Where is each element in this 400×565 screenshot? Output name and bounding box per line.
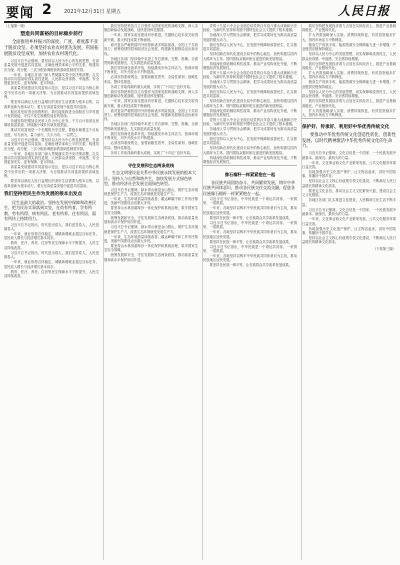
continued-to-note: （下转第三版） <box>372 246 396 251</box>
paragraph: 脱贫攻坚取得全面胜利后，我们接续推进全面脱贫与乡村振兴有效衔接，守住不发生规模性返贫的底线。 <box>4 109 99 119</box>
paragraph: 统筹发展和安全，守住发展和生态两条底线，推动高质量发展和高水平保护协同并进。 <box>104 215 198 225</box>
paragraph: 要坚持各民族一律平等，让各族群众共享改革发展成果。 <box>209 239 293 244</box>
paragraph: 习近平总书记强调，文化自信是一个国家、一个民族发展中最基本、最深沉、最持久的力量。 <box>302 151 396 160</box>
article-lead: 要推动中华优秀传统文化创造性转化、创新性发展，以时代精神激活中华优秀传统文化的生命力。 <box>302 132 396 150</box>
continued-from-note: （上接第一版） <box>4 24 28 28</box>
column-4 <box>301 24 396 560</box>
paragraph: 教育、医疗、养老、住房等民生保障水平不断提升，人民生活持续改善。 <box>4 241 99 250</box>
paragraph: 必须坚持系统观念，加强前瞻性思考、全局性谋划、战略性布局、整体性推进。 <box>104 75 198 84</box>
article-lead: 各民族共同团结奋斗、共同繁荣发展，铸牢中华民族共同体意识，推动各民族交往交流交融，促进各民族像石榴籽一样紧紧抱在一起。 <box>203 179 295 196</box>
paragraph: 面对复杂严峻的国内外形势和诸多风险挑战，全国上下共同努力，统筹疫情防控和经济社会发展，构建新发展格局迈出新步伐。 <box>104 108 198 122</box>
paragraph: 各地加强历史文化遗产保护，让文物活起来，讲好中国故事，传播好中国声音。 <box>302 170 396 179</box>
paragraph: 各地区各部门扎实推进文化建设，人民精神文化生活不断丰富。 <box>302 198 396 207</box>
paragraph: 各地加强历史文化遗产保护，让文物活起来，讲好中国故事，传播好中国声音。 <box>302 226 396 235</box>
paragraph: 各地深入学习贯彻全会精神，把学习成果转化为推动高质量发展的强大动力。 <box>203 33 297 42</box>
paragraph: 粮食生产再获丰收，能源资源安全保障能力进一步增强，产业链供应链保持稳定。 <box>302 80 396 89</box>
paragraph: 持续深化供给侧结构性改革，推动产业结构优化升级，不断增强经济发展韧性。 <box>203 155 297 165</box>
paragraph: 各地深入学习贯彻全会精神，把学习成果转化为推动高质量发展的强大动力。 <box>203 127 297 136</box>
paragraph: 一年来，文化事业和文化产业繁荣发展，公共文化服务体系日益完善。 <box>302 160 396 170</box>
paragraph: 要坚持各民族一律平等，让各族群众共享改革发展成果。 <box>209 263 293 268</box>
newspaper-logo: 人民日报 <box>337 4 390 18</box>
paragraph: 要坚持以满足人民日益增长的美好生活需要为根本目的，以改革创新为根本动力，着力在高质量发展中促进共同富裕。 <box>4 179 99 188</box>
paragraph: 一年来，生态环境质量持续改善，碳达峰碳中和工作有序推进，美丽中国建设迈出重大步伐。 <box>104 234 198 243</box>
paragraph: 习近平总书记强调，要坚持以人民为中心的发展思想，在高质量发展中促进共同富裕，正确处理效率和公平的关系，构建初次分配、再分配、三次分配协调配套的基础性制度安排。 <box>4 58 99 72</box>
paragraph: 要坚持山水林田湖草沙一体化保护和系统治理，筑牢国家生态安全屏障。 <box>104 243 198 253</box>
paragraph: 持续深化供给侧结构性改革，推动产业结构优化升级，不断增强经济发展韧性。 <box>203 108 297 118</box>
paragraph: 我们坚持把发展经济着力点放在实体经济上，推进产业基础高级化、产业链现代化。 <box>302 24 396 33</box>
article-section <box>104 156 198 262</box>
article-lead: 民生是最大的政治。坚持在发展中保障和改善民生，把为民办实事落到实处，在幼有所育、学有所教、劳有所得、病有所医、老有所养、住有所居、弱有所扶上持续用力。 <box>4 199 96 222</box>
paragraph: 各项工作取得新的重大成就，实现了“十四五”良好开局。 <box>110 150 194 155</box>
paragraph: 各项工作取得新的重大成就，实现了“十四五”良好开局。 <box>110 84 194 89</box>
paragraph: 持续深化供给侧结构性改革，推动产业结构优化升级，不断增强经济发展韧性。 <box>203 61 297 71</box>
paragraph: 习近平总书记指出，中华民族是一个命运共同体，一荣俱荣、一损俱损。 <box>203 196 297 206</box>
article-headline: 像石榴籽一样紧紧抱在一起 <box>224 172 276 178</box>
paragraph: 一年来，各地区各部门深入贯彻落实党中央决策部署，扎实推动共同富裕取得实质性进展，人民群众获得感、幸福感、安全感更加充实、更有保障、更可持续。 <box>4 151 99 165</box>
paragraph: 习近平总书记指出，时代是出卷人，我们是答卷人，人民是阅卷人。 <box>4 222 99 231</box>
paragraph: 高质量发展建设共同富裕示范区，是以习近平同志为核心的党中央作出的一项重大决策，为全国推动共同富裕提供省域范例。 <box>4 165 99 179</box>
paragraph: 一年来，就业形势总体稳定，城镇新增就业超过目标任务，居民收入增长与经济增长基本同步。 <box>4 231 99 241</box>
paragraph: 扩大内需战略深入实施，消费持续恢复，有效投资稳步扩大，国内市场活力不断释放。 <box>302 71 396 80</box>
article-section <box>302 118 396 150</box>
paragraph: 习近平总书记强调，绿水青山就是金山银山，保护生态环境就是保护生产力，改善生态环境就是发展生产力。 <box>104 225 198 234</box>
paragraph: 粮食生产再获丰收，能源资源安全保障能力进一步增强，产业链供应链保持稳定。 <box>302 42 396 52</box>
paragraph: 高质量发展建设共同富裕示范区，是以习近平同志为核心的党中央作出的一项重大决策，为全国推动共同富裕提供省域范例。 <box>4 86 99 100</box>
paragraph: 一年来，就业形势总体稳定，城镇新增就业超过目标任务，居民收入增长与经济增长基本同步。 <box>4 260 99 269</box>
paragraph: 要坚定文化自信，推动社会主义文化繁荣兴盛，建设社会主义文化强国。 <box>302 188 396 198</box>
article-headline: 塑造共同富裕的目标稳步前行 <box>20 32 83 38</box>
paragraph: 坚持创新在现代化建设全局中的核心地位，加快构建以国内大循环为主体、国内国际双循环相互促进的新发展格局。 <box>203 99 297 108</box>
paragraph: 扩大内需战略深入实施，消费持续恢复，有效投资稳步扩大，国内市场活力不断释放。 <box>302 33 396 42</box>
paragraph: 面对复杂严峻的国内外形势和诸多风险挑战，全国上下共同努力，统筹疫情防控和经济社会发展，构建新发展格局迈出新步伐。 <box>104 42 198 56</box>
paragraph: 习近平总书记强调，绿水青山就是金山银山，保护生态环境就是保护生产力，改善生态环境就是发展生产力。 <box>104 187 198 196</box>
paragraph: 坚持以社会主义核心价值观引领文化建设，不断满足人民日益增长的精神文化需求。 <box>302 179 396 188</box>
article-headline: 守住发展和生态两条底线 <box>127 162 175 168</box>
paragraph: 我们坚持把科技自立自强作为国家发展的战略支撑，深入实施创新驱动发展战略，加快建设科技强国。 <box>104 89 198 99</box>
column-2 <box>103 24 198 560</box>
paragraph: 各地区各部门坚持稳中求进工作总基调，完整、准确、全面贯彻新发展理念，扎实推进高质量发展。 <box>104 122 198 131</box>
page-number: 2 <box>42 2 52 18</box>
paragraph: 一年来，文化事业和文化产业繁荣发展，公共文化服务体系日益完善。 <box>302 217 396 226</box>
paragraph: 一年来，生态环境质量持续改善，碳达峰碳中和工作有序推进，美丽中国建设迈出重大步伐。 <box>104 196 198 206</box>
paragraph: 习近平总书记强调，文化自信是一个国家、一个民族发展中最基本、最深沉、最持久的力量。 <box>302 207 396 217</box>
paragraph: 推动共同富裕是一个长期的历史过程，要稳步朝着这个目标迈进，尽力而为、量力而行，久久为功、一以贯之。 <box>4 128 99 137</box>
column-3 <box>202 24 297 560</box>
paragraph: 要坚持各民族一律平等，让各族群众共享改革发展成果。 <box>209 215 293 220</box>
paragraph: 统筹发展和安全，守住发展和生态两条底线，推动高质量发展和高水平保护协同并进。 <box>104 253 198 262</box>
paragraph: 一年来，各地区各部门深入贯彻落实党中央决策部署，扎实推动共同富裕取得实质性进展，人民群众获得感、幸福感、安全感更加充实、更有保障、更可持续。 <box>4 72 99 86</box>
paragraph: 一年来，国家实验室建设有序推进，关键核心技术攻关取得新突破，重大科技成果不断涌现。 <box>104 99 198 108</box>
paragraph: 习近平总书记指出，中华民族是一个命运共同体，一荣俱荣、一损俱损。 <box>203 244 297 253</box>
masthead <box>4 2 396 20</box>
article-section <box>203 165 297 196</box>
paragraph: 各地深入学习贯彻全会精神，把学习成果转化为推动高质量发展的强大动力。 <box>203 80 297 89</box>
paragraph: 我们坚持把发展经济着力点放在实体经济上，推进产业基础高级化、产业链现代化。 <box>302 61 396 71</box>
paragraph: 我们坚持以人民为中心，在发展中保障和改善民生，扎实推进共同富裕。 <box>203 136 297 146</box>
paragraph: 必须坚持系统观念，加强前瞻性思考、全局性谋划、战略性布局、整体性推进。 <box>104 141 198 150</box>
column-1 <box>4 24 99 560</box>
paragraph: 我们坚持把科技自立自强作为国家发展的战略支撑，深入实施创新驱动发展战略，加快建设科技强国。 <box>104 24 198 33</box>
page-section-title: 要闻 <box>6 6 35 21</box>
article-headline: 我们坚持把民生作为发展的根本出发点 <box>4 192 83 198</box>
masthead-rule <box>4 21 396 23</box>
paragraph: 我们坚持深化改革开放，持续激发市场主体活力，营商环境不断优化，对外开放水平不断提高。 <box>104 131 198 141</box>
paragraph: 要坚持山水林田湖草沙一体化保护和系统治理，筑牢国家生态安全屏障。 <box>104 206 198 215</box>
paragraph: 习近平总书记指出，时代是出卷人，我们是答卷人，人民是阅卷人。 <box>4 250 99 260</box>
paragraph: 党的十九届六中全会全面总结党的百年奋斗重大成就和历史经验，为新时代坚持和发展中国特色社会主义提供了根本遵循。 <box>203 24 297 33</box>
article-lead: 全面推进乡村振兴的深度、广度、难度都不亚于脱贫攻坚。必须坚持农业农村优先发展，巩固拓展脱贫攻坚成果，加快农业农村现代化。 <box>4 40 99 57</box>
article-headline: 保护好、传承好、利用好中华优秀传统文化 <box>302 125 390 131</box>
paragraph: 各地坚持把增加农民收入作为中心任务，千方百计拓宽农民增收致富渠道，持续缩小城乡区域发展差距。 <box>4 119 99 128</box>
issue-date: 2021年12月31日 星期五 <box>64 9 122 15</box>
paragraph: 坚持创新在现代化建设全局中的核心地位，加快构建以国内大循环为主体、国内国际双循环相互促进的新发展格局。 <box>203 146 297 155</box>
paragraph: 一年来，各地坚持以铸牢中华民族共同体意识为主线，推动民族地区加快发展。 <box>203 206 297 215</box>
paragraph: 党的十九届六中全会全面总结党的百年奋斗重大成就和历史经验，为新时代坚持和发展中国特色社会主义提供了根本遵循。 <box>203 71 297 80</box>
paragraph: 我们坚持以人民为中心，在发展中保障和改善民生，扎实推进共同富裕。 <box>203 42 297 52</box>
paragraph: 我们坚持深化改革开放，持续激发市场主体活力，营商环境不断优化，对外开放水平不断提高。 <box>104 66 198 75</box>
paragraph: 习近平总书记指出，中华民族是一个命运共同体，一荣俱荣、一损俱损。 <box>203 220 297 230</box>
paragraph: 习近平总书记强调，要坚持以人民为中心的发展思想，在高质量发展中促进共同富裕，正确处理效率和公平的关系，构建初次分配、再分配、三次分配协调配套的基础性制度安排。 <box>4 137 99 151</box>
paragraph: 我们坚持以人民为中心，在发展中保障和改善民生，扎实推进共同富裕。 <box>203 89 297 99</box>
paragraph: 一年来，国家实验室建设有序推进，关键核心技术攻关取得新突破，重大科技成果不断涌现。 <box>104 33 198 42</box>
article-lead: 生态文明建设是关系中华民族永续发展的根本大计。坚持人与自然和谐共生，加快发展方式绿色转型，推动经济社会发展全面绿色转型。 <box>104 170 196 187</box>
paragraph: 扩大内需战略深入实施，消费持续恢复，有效投资稳步扩大，国内市场活力不断释放。 <box>302 108 396 118</box>
paragraph: 一年来，各地坚持以铸牢中华民族共同体意识为主线，推动民族地区加快发展。 <box>203 253 297 263</box>
paragraph: 一年来，各地坚持以铸牢中华民族共同体意识为主线，推动民族地区加快发展。 <box>203 230 297 239</box>
paragraph: 坚持创新在现代化建设全局中的核心地位，加快构建以国内大循环为主体、国内国际双循环相互促进的新发展格局。 <box>203 52 297 61</box>
paragraph: 各地区各部门坚持稳中求进工作总基调，完整、准确、全面贯彻新发展理念，扎实推进高质量发展。 <box>104 56 198 66</box>
paragraph: 教育、医疗、养老、住房等民生保障水平不断提升，人民生活持续改善。 <box>4 269 99 278</box>
paragraph: 我们坚持把发展经济着力点放在实体经济上，推进产业基础高级化、产业链现代化。 <box>302 99 396 108</box>
paragraph: 坚持以社会主义核心价值观引领文化建设，不断满足人民日益增长的精神文化需求。 <box>302 235 396 245</box>
paragraph: 要坚持以满足人民日益增长的美好生活需要为根本目的，以改革创新为根本动力，着力在高质量发展中促进共同富裕。 <box>4 100 99 109</box>
paragraph: 党的十九届六中全会全面总结党的百年奋斗重大成就和历史经验，为新时代坚持和发展中国特色社会主义提供了根本遵循。 <box>203 118 297 127</box>
paragraph: 坚持以人民为中心的发展思想，切实保障和改善民生，人民群众获得感、幸福感、安全感持续增强。 <box>302 52 396 61</box>
paragraph: 坚持以人民为中心的发展思想，切实保障和改善民生，人民群众获得感、幸福感、安全感持续增强。 <box>302 89 396 99</box>
